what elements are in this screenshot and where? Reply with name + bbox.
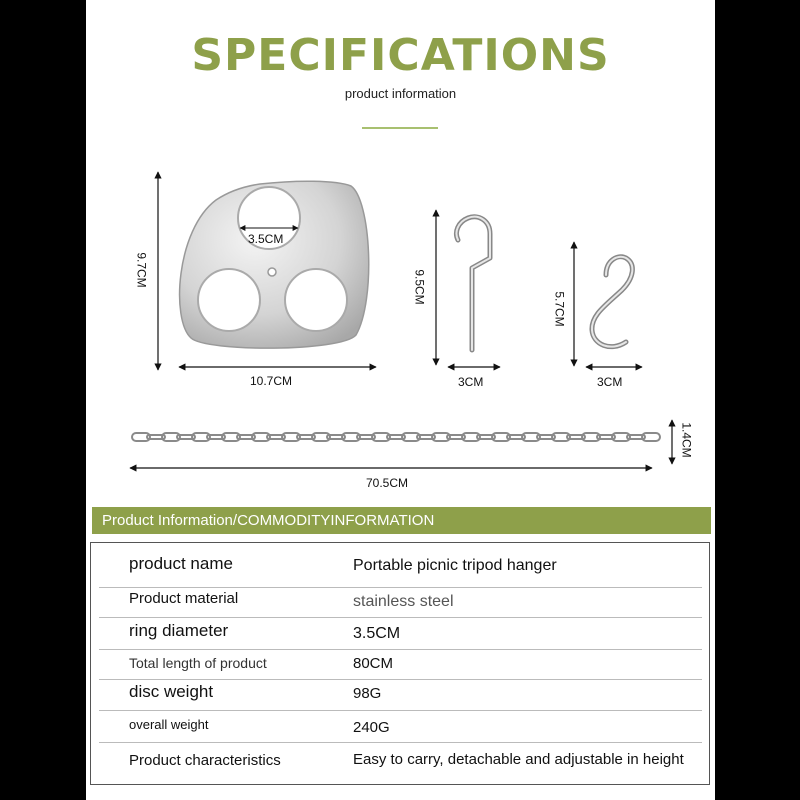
table-row bbox=[99, 543, 702, 588]
row-key: ring diameter bbox=[129, 621, 229, 640]
row-value: 80CM bbox=[353, 655, 394, 672]
hook-width-label: 3CM bbox=[458, 375, 484, 389]
long-hook bbox=[456, 217, 490, 350]
plate-height-label: 9.7CM bbox=[134, 252, 149, 288]
row-key: Product characteristics bbox=[129, 752, 281, 769]
page-subtitle: product information bbox=[344, 86, 457, 101]
table-row bbox=[99, 742, 702, 782]
product-dimension-diagram bbox=[86, 0, 715, 500]
chain-height-label: 1.4CM bbox=[679, 422, 694, 458]
table-row bbox=[99, 710, 702, 743]
row-key: Total length of product bbox=[129, 655, 267, 671]
s-hook bbox=[592, 257, 632, 347]
chain-length-label: 70.5CM bbox=[366, 476, 409, 490]
plate-width-label: 10.7CM bbox=[250, 374, 293, 388]
product-info-table bbox=[90, 542, 710, 785]
row-value: stainless steel bbox=[353, 593, 454, 610]
plate-ring-label: 3.5CM bbox=[248, 232, 284, 246]
page-title: SPECIFICATIONS bbox=[191, 30, 610, 81]
row-value: 3.5CM bbox=[353, 625, 401, 642]
hook-height-label: 9.5CM bbox=[412, 269, 427, 305]
spec-page bbox=[86, 0, 715, 800]
row-key: overall weight bbox=[129, 717, 209, 732]
row-value: Easy to carry, detachable and adjustable in height bbox=[353, 751, 684, 768]
table-row bbox=[99, 649, 702, 680]
product-info-band bbox=[92, 507, 711, 534]
tripod-plate bbox=[180, 181, 378, 348]
row-value: 240G bbox=[353, 719, 390, 736]
chain bbox=[132, 433, 660, 441]
row-value: 98G bbox=[353, 685, 382, 702]
table-row bbox=[99, 617, 702, 650]
product-info-band-label: Product Information/COMMODITYINFORMATION bbox=[102, 512, 435, 529]
row-key: Product material bbox=[129, 590, 239, 607]
table-row bbox=[99, 587, 702, 618]
row-key: disc weight bbox=[129, 682, 214, 701]
table-row bbox=[99, 679, 702, 711]
s-hook-height-label: 5.7CM bbox=[552, 291, 567, 327]
row-key: product name bbox=[129, 554, 233, 573]
s-hook-width-label: 3CM bbox=[597, 375, 623, 389]
row-value: Portable picnic tripod hanger bbox=[353, 557, 557, 574]
